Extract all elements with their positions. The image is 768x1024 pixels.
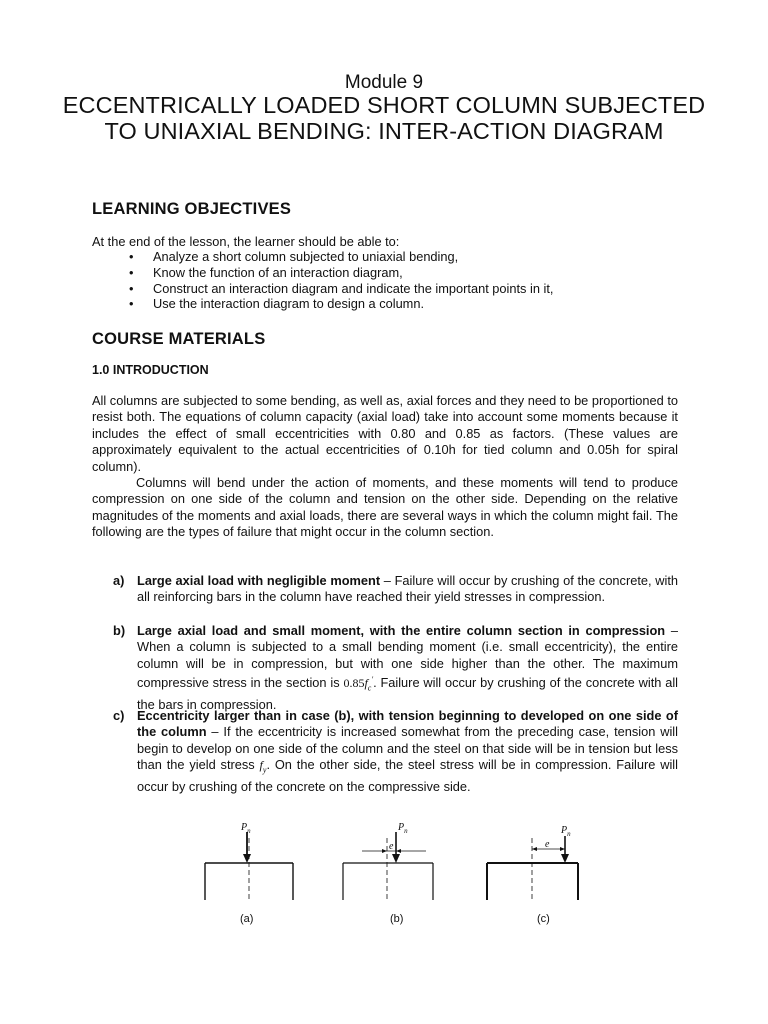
learning-objectives-heading: LEARNING OBJECTIVES — [92, 200, 292, 218]
column-loading-figure — [190, 818, 610, 928]
objective-item: • Analyze a short column subjected to uniaxial bending, — [129, 249, 553, 265]
item-bold-title: Large axial load with negligible moment — [137, 573, 381, 588]
load-label: $P_n$ — [398, 822, 408, 835]
failure-type-c — [113, 708, 678, 795]
item-text: – Failure will occur by crushing of the concrete, with all reinforcing bars in the column have reached their yield stresses in compression. — [137, 573, 678, 605]
intro-paragraph-2: Columns will bend under the action of moments, and these moments will tend to produce compression on one side of the column and tension on the other side. Depending on the relative magnitudes of the moments and axial loads, there are several ways in which the column might fail. The following are the types of failure that might occur in the column section. — [92, 475, 678, 540]
column-diagram-a — [205, 822, 293, 925]
item-text: – If the eccentricity is increased somewhat from the preceding case, tension will begin to develop on one side of the column and the steel on that side will be in tension but less than the yield stress — [137, 724, 678, 773]
item-bold-title: Large axial load and small moment, with the entire column section in compression — [137, 623, 666, 638]
module-label: Module 9 — [344, 72, 424, 93]
item-letter: b) — [113, 623, 126, 638]
objective-item: • Construct an interaction diagram and indicate the important points in it, — [129, 281, 553, 297]
column-diagram-b — [343, 822, 433, 925]
item-text: . On the other side, the steel stress will be in compression. Failure will occur by crushing of the concrete on the compressive side. — [137, 757, 678, 795]
failure-type-b — [113, 623, 678, 713]
caption-a: (a) — [240, 913, 254, 925]
caption-b: (b) — [390, 913, 404, 925]
objective-item: • Use the interaction diagram to design a column. — [129, 296, 553, 312]
item-bold-title: Eccentricity larger than in case (b), with tension beginning to developed on one side of the column — [137, 708, 678, 740]
intro-paragraph-1: All columns are subjected to some bending, as well as, axial forces and they need to be proportioned to resist both. The equations of column capacity (axial load) take into account some moments because it includes the effect of small eccentricities with 0.80 and 0.85 as factors. (These values are approximately equivalent to the actual eccentricities of 0.10h for tied column and 0.05h for spiral column). — [92, 393, 678, 474]
introduction-heading: 1.0 INTRODUCTION — [92, 363, 209, 377]
item-text: . Failure will occur by crushing of the concrete with all the bars in compression. — [137, 675, 679, 713]
stress-formula: $0.85f_c'$ — [343, 675, 374, 693]
failure-type-a — [113, 573, 678, 606]
eccentricity-label: e — [389, 841, 394, 852]
item-letter: c) — [113, 708, 125, 723]
yield-stress-symbol: $f_y$ — [259, 758, 267, 775]
eccentricity-label: e — [545, 839, 550, 850]
caption-c: (c) — [537, 913, 550, 925]
course-materials-heading: COURSE MATERIALS — [92, 330, 266, 348]
objective-item: • Know the function of an interaction diagram, — [129, 265, 553, 281]
load-label: $P_n$ — [241, 822, 251, 835]
item-letter: a) — [113, 573, 125, 588]
item-text: – When a column is subjected to a small bending moment (i.e. small eccentricity), the entire column will be in compression, but with one side higher than the other. The maximum compressive stress in the section is — [137, 623, 678, 691]
column-diagram-c — [487, 825, 578, 925]
page-title: ECCENTRICALLY LOADED SHORT COLUMN SUBJECTED TO UNIAXIAL BENDING: INTER-ACTION DIAGRAM — [62, 92, 706, 144]
objectives-list — [129, 249, 553, 312]
objectives-intro: At the end of the lesson, the learner should be able to: — [92, 234, 400, 249]
load-label: $P_n$ — [561, 825, 571, 838]
